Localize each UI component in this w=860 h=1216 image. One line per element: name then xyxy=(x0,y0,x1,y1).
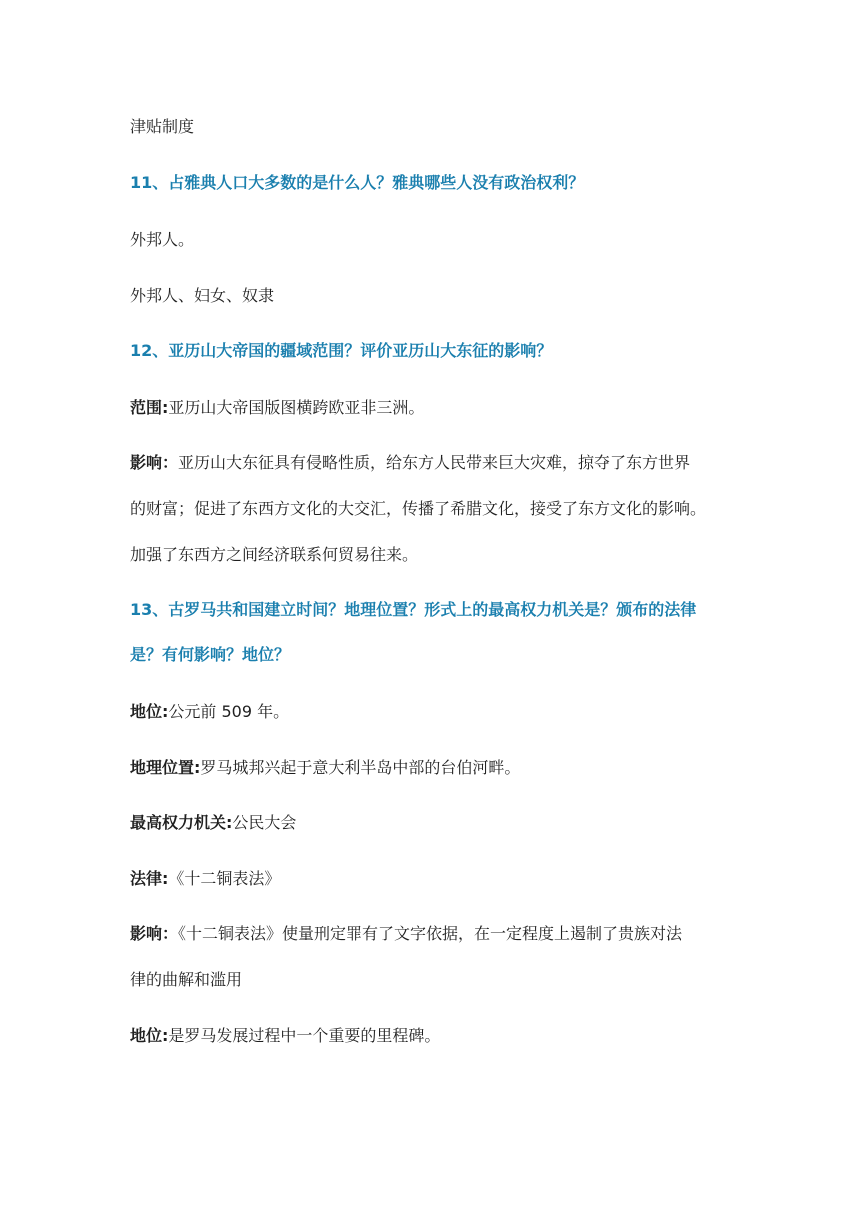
question-text: 是？有何影响？地位？ xyxy=(130,645,291,664)
answer-text: 亚历山大东征具有侵略性质，给东方人民带来巨大灾难，掠夺了东方世界 xyxy=(178,453,691,472)
answer-text: 公元前 509 年。 xyxy=(168,702,290,721)
answer-label: 最高权力机关: xyxy=(130,813,233,832)
answer-text: 是罗马发展过程中一个重要的里程碑。 xyxy=(168,1026,441,1045)
text-line xyxy=(130,115,194,139)
question-text: 13、古罗马共和国建立时间？地理位置？形式上的最高权力机关是？颁布的法律 xyxy=(130,600,697,619)
answer-line xyxy=(130,284,274,308)
answer-label: 影响： xyxy=(130,924,179,943)
answer-text: 的财富；促进了东西方文化的大交汇，传播了希腊文化，接受了东方文化的影响。 xyxy=(130,499,707,518)
answer-text: 《十二铜表法》使量刑定罪有了文字依据，在一定程度上遏制了贵族对法 xyxy=(178,924,683,943)
answer-line-range xyxy=(130,396,424,420)
answer-line-status xyxy=(130,1024,440,1048)
question-13-continued xyxy=(130,643,290,667)
answer-text: 公民大会 xyxy=(232,813,297,832)
answer-line-time xyxy=(130,700,289,724)
answer-line xyxy=(130,497,706,521)
question-12 xyxy=(130,339,552,363)
answer-line xyxy=(130,228,194,252)
answer-text: 津贴制度 xyxy=(130,117,195,136)
answer-label: 范围: xyxy=(130,398,169,417)
answer-text: 外邦人。 xyxy=(130,230,195,249)
answer-line xyxy=(130,968,242,992)
answer-label: 地理位置: xyxy=(130,758,201,777)
answer-label: 地位: xyxy=(130,702,169,721)
answer-text: 律的曲解和滥用 xyxy=(130,970,243,989)
question-text: 12、亚历山大帝国的疆域范围？评价亚历山大东征的影响？ xyxy=(130,341,553,360)
answer-label: 法律: xyxy=(130,869,169,888)
answer-label: 地位: xyxy=(130,1026,169,1045)
answer-text: 《十二铜表法》 xyxy=(168,869,281,888)
question-text: 11、占雅典人口大多数的是什么人？雅典哪些人没有政治权利？ xyxy=(130,173,585,192)
answer-text: 外邦人、妇女、奴隶 xyxy=(130,286,275,305)
answer-text: 罗马城邦兴起于意大利半岛中部的台伯河畔。 xyxy=(200,758,521,777)
answer-line-impact xyxy=(130,922,682,946)
answer-line-geo xyxy=(130,756,520,780)
answer-line-law xyxy=(130,867,280,891)
answer-text: 亚历山大帝国版图横跨欧亚非三洲。 xyxy=(168,398,425,417)
answer-label: 影响： xyxy=(130,453,179,472)
answer-line xyxy=(130,543,418,567)
answer-line-impact xyxy=(130,451,690,475)
question-11 xyxy=(130,171,584,195)
answer-line-power xyxy=(130,811,296,835)
question-13 xyxy=(130,598,696,622)
answer-text: 加强了东西方之间经济联系何贸易往来。 xyxy=(130,545,419,564)
